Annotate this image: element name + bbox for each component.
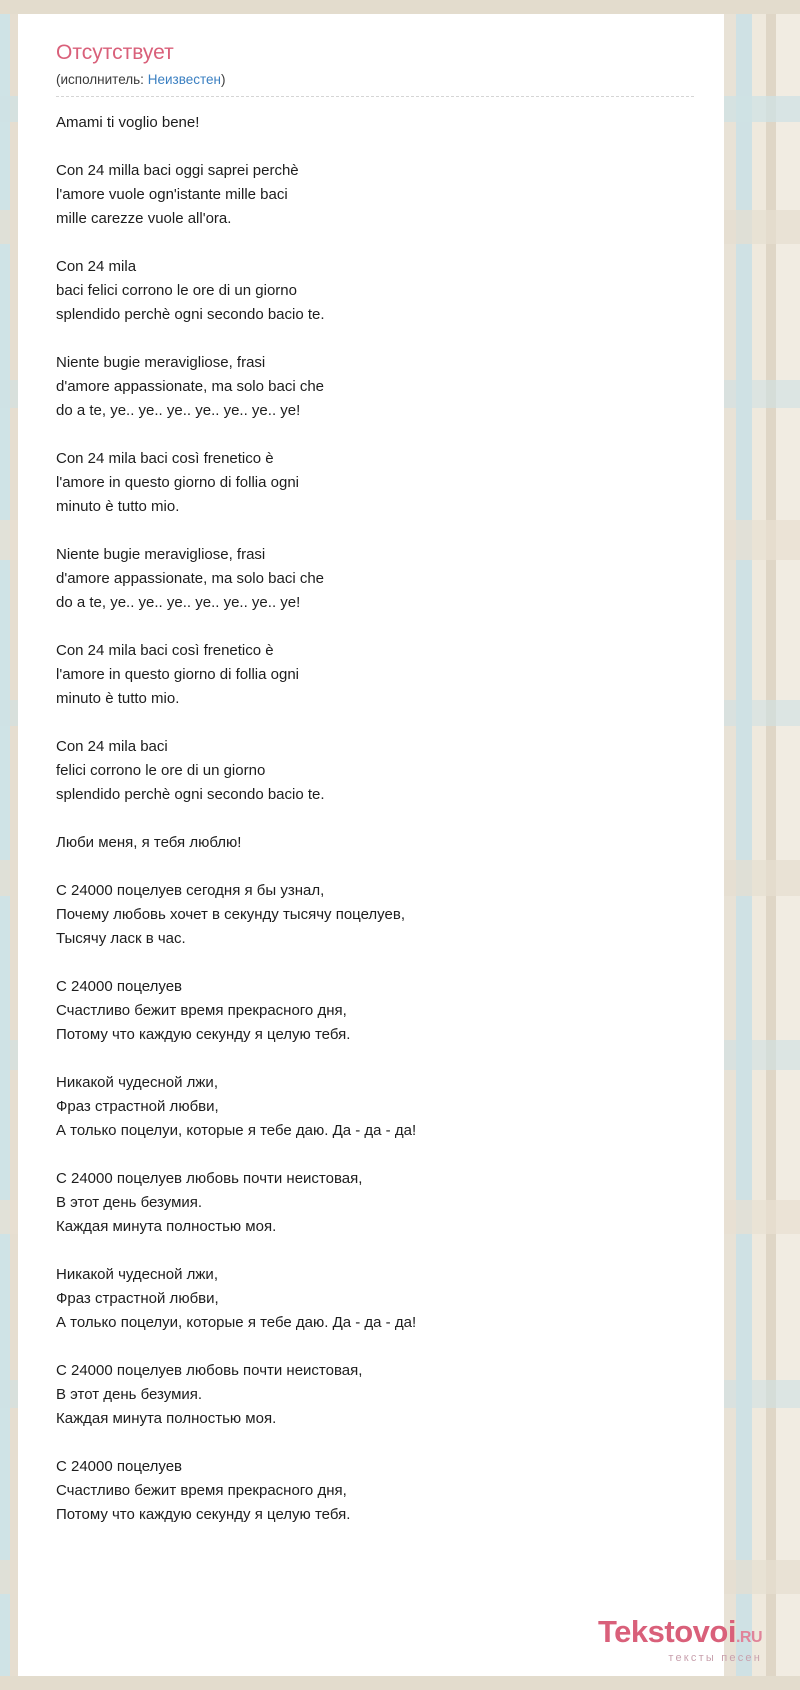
lyrics-line: Каждая минута полностью моя. — [56, 1218, 277, 1235]
lyrics-sheet — [18, 14, 724, 1676]
lyrics-line: Niente bugie meravigliose, frasi — [56, 546, 266, 563]
lyrics-line: В этот день безумия. — [56, 1386, 203, 1403]
lyrics-line: Почему любовь хочет в секунду тысячу поцелуев, — [56, 906, 405, 923]
lyrics-line: baci felici corrono le ore di un giorno — [56, 282, 297, 299]
site-logo — [598, 1614, 762, 1664]
lyrics-line: Каждая минута полностью моя. — [56, 1410, 277, 1427]
lyrics-line: splendido perchè ogni secondo bacio te. — [56, 786, 325, 803]
artist-link[interactable]: Неизвестен — [147, 72, 221, 87]
lyrics-stanza — [56, 879, 694, 951]
lyrics-line: d'amore appassionate, ma solo baci che — [56, 570, 325, 587]
lyrics-line: Фраз страстной любви, — [56, 1098, 219, 1115]
bg-stripe — [724, 0, 736, 1690]
lyrics-line: Счастливо бежит время прекрасного дня, — [56, 1482, 347, 1499]
lyrics-stanza — [56, 255, 694, 327]
bg-stripe — [10, 0, 18, 1690]
lyrics-stanza — [56, 1359, 694, 1431]
bg-stripe — [0, 0, 800, 14]
lyrics-line: Потому что каждую секунду я целую тебя. — [56, 1506, 351, 1523]
bg-stripe — [0, 0, 10, 1690]
lyrics-line: do a te, ye.. ye.. ye.. ye.. ye.. ye.. ye! — [56, 402, 301, 419]
bg-stripe — [752, 0, 766, 1690]
lyrics-line: do a te, ye.. ye.. ye.. ye.. ye.. ye.. ye! — [56, 594, 301, 611]
artist-prefix: (исполнитель: — [56, 72, 144, 87]
bg-stripe — [736, 0, 752, 1690]
lyrics-line: С 24000 поцелуев любовь почти неистовая, — [56, 1362, 363, 1379]
logo-tld: .RU — [735, 1629, 762, 1646]
lyrics-line: Фраз страстной любви, — [56, 1290, 219, 1307]
logo-name: Tekstovoi — [598, 1614, 736, 1649]
lyrics-line: Никакой чудесной лжи, — [56, 1266, 218, 1283]
lyrics-stanza — [56, 543, 694, 615]
lyrics-line: mille carezze vuole all'ora. — [56, 210, 232, 227]
lyrics-stanza — [56, 975, 694, 1047]
lyrics-line: l'amore in questo giorno di follia ogni — [56, 666, 300, 683]
lyrics-stanza — [56, 447, 694, 519]
lyrics-line: Con 24 mila baci — [56, 738, 168, 755]
lyrics-stanza — [56, 735, 694, 807]
lyrics-stanza — [56, 159, 694, 231]
lyrics-stanza — [56, 639, 694, 711]
lyrics-line: Счастливо бежит время прекрасного дня, — [56, 1002, 347, 1019]
lyrics-line: Тысячу ласк в час. — [56, 930, 186, 947]
bg-stripe — [0, 1676, 800, 1690]
lyrics-stanza — [56, 1167, 694, 1239]
artist-line — [56, 72, 694, 97]
lyrics-line: В этот день безумия. — [56, 1194, 203, 1211]
lyrics-line: felici corrono le ore di un giorno — [56, 762, 266, 779]
lyrics-line: Потому что каждую секунду я целую тебя. — [56, 1026, 351, 1043]
lyrics-line: С 24000 поцелуев любовь почти неистовая, — [56, 1170, 363, 1187]
lyrics-stanza — [56, 1455, 694, 1527]
lyrics-line: С 24000 поцелуев — [56, 1458, 183, 1475]
lyrics-line: Люби меня, я тебя люблю! — [56, 834, 242, 851]
lyrics-line: Con 24 mila baci così frenetico è — [56, 642, 274, 659]
lyrics-line: splendido perchè ogni secondo bacio te. — [56, 306, 325, 323]
lyrics-body — [56, 111, 694, 1527]
logo-tagline: тексты песен — [668, 1652, 762, 1664]
logo-wordmark — [598, 1614, 762, 1653]
lyrics-line: l'amore vuole ogn'istante mille baci — [56, 186, 288, 203]
lyrics-stanza — [56, 1263, 694, 1335]
lyrics-line: l'amore in questo giorno di follia ogni — [56, 474, 300, 491]
lyrics-line: Niente bugie meravigliose, frasi — [56, 354, 266, 371]
lyrics-stanza — [56, 111, 694, 135]
lyrics-line: С 24000 поцелуев — [56, 978, 183, 995]
lyrics-line: Никакой чудесной лжи, — [56, 1074, 218, 1091]
lyrics-line: Con 24 mila baci così frenetico è — [56, 450, 274, 467]
bg-stripe — [766, 0, 776, 1690]
bg-stripe — [776, 0, 800, 1690]
lyrics-line: Con 24 milla baci oggi saprei perchè — [56, 162, 299, 179]
lyrics-line: minuto è tutto mio. — [56, 690, 180, 707]
lyrics-stanza — [56, 1071, 694, 1143]
artist-suffix: ) — [220, 72, 226, 87]
lyrics-stanza — [56, 831, 694, 855]
lyrics-line: А только поцелуи, которые я тебе даю. Да - да - да! — [56, 1314, 417, 1331]
page-title: Отсутствует — [56, 41, 174, 64]
lyrics-line: Amami ti voglio bene! — [56, 114, 200, 131]
lyrics-line: А только поцелуи, которые я тебе даю. Да - да - да! — [56, 1122, 417, 1139]
lyrics-line: d'amore appassionate, ma solo baci che — [56, 378, 325, 395]
lyrics-stanza — [56, 351, 694, 423]
lyrics-line: Con 24 mila — [56, 258, 137, 275]
lyrics-line: С 24000 поцелуев сегодня я бы узнал, — [56, 882, 325, 899]
lyrics-line: minuto è tutto mio. — [56, 498, 180, 515]
